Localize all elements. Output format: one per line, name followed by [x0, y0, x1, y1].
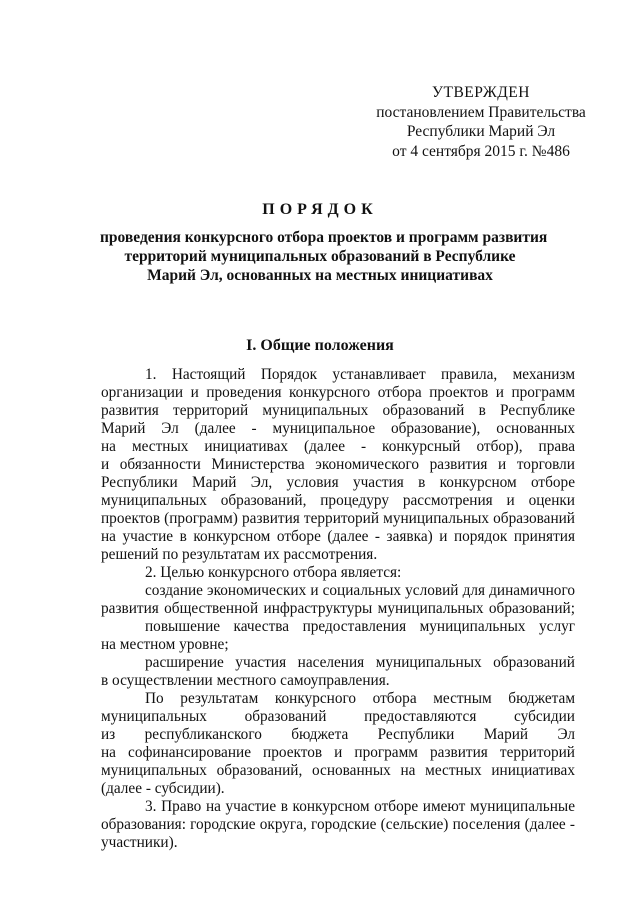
- body-line: 3. Право на участие в конкурсном отборе имеют муниципальные: [145, 798, 575, 815]
- body-line: муниципальных образований, процедуру рассмотрения и оценки: [101, 492, 575, 509]
- body-line: на участие в конкурсном отборе (далее - заявка) и порядок принятия: [101, 528, 575, 545]
- body-line: муниципальных образований предоставляются субсидии: [101, 708, 575, 725]
- approval-line-2: Республики Марий Эл: [406, 123, 556, 140]
- body-line: на местных инициативах (далее - конкурсный отбор), права: [101, 438, 575, 455]
- body-line: повышение качества предоставления муниципальных услуг: [145, 618, 575, 635]
- approval-title: УТВЕРЖДЕН: [432, 84, 530, 101]
- body-line: Республики Марий Эл, условия участия в конкурсном отборе: [101, 474, 575, 491]
- body-line: на софинансирование проектов и программ развития территорий: [101, 744, 575, 761]
- body-line: развития территорий муниципальных образований в Республике: [101, 402, 575, 419]
- document-heading: ПОРЯДОК: [262, 201, 378, 218]
- body-line: образования: городские округа, городские (сельские) поселения (далее -: [101, 816, 575, 833]
- section-title: I. Общие положения: [246, 337, 394, 354]
- subtitle-line-3: Марий Эл, основанных на местных инициативах: [147, 267, 493, 284]
- subtitle-line-1: проведения конкурсного отбора проектов и программ развития: [100, 229, 548, 246]
- body-line: По результатам конкурсного отбора местным бюджетам: [145, 690, 575, 707]
- body-line: и обязанности Министерства экономического развития и торговли: [101, 456, 575, 473]
- body-line: муниципальных образований, основанных на местных инициативах: [101, 762, 575, 779]
- body-line: расширение участия населения муниципальных образований: [145, 654, 575, 671]
- approval-line-3: от 4 сентября 2015 г. №486: [392, 142, 570, 160]
- approval-line-1: постановлением Правительства: [376, 103, 586, 121]
- document-subtitle: [100, 228, 548, 285]
- body-line: организации и проведения конкурсного отбора проектов и программ: [101, 384, 575, 401]
- body-line: создание экономических и социальных условий для динамичного: [145, 582, 575, 599]
- approval-stamp: [366, 83, 596, 161]
- body-line: решений по результатам их рассмотрения.: [101, 546, 378, 563]
- body-line: (далее - субсидии).: [101, 780, 225, 797]
- body-line: в осуществлении местного самоуправления.: [101, 672, 390, 689]
- body-line: проектов (программ) развития территорий муниципальных образований: [101, 510, 575, 527]
- body-line: 2. Целью конкурсного отбора является:: [145, 564, 402, 581]
- body-line: участники).: [101, 834, 178, 851]
- body-line: Марий Эл (далее - муниципальное образование), основанных: [101, 420, 575, 437]
- body-line: развития общественной инфраструктуры муниципальных образований;: [101, 600, 575, 617]
- body-line: 1. Настоящий Порядок устанавливает правила, механизм: [145, 366, 575, 383]
- body-line: из республиканского бюджета Республики Марий Эл: [101, 726, 575, 743]
- document-body: [101, 366, 575, 852]
- body-line: на местном уровне;: [101, 636, 229, 653]
- subtitle-line-2: территорий муниципальных образований в Республике: [124, 248, 516, 265]
